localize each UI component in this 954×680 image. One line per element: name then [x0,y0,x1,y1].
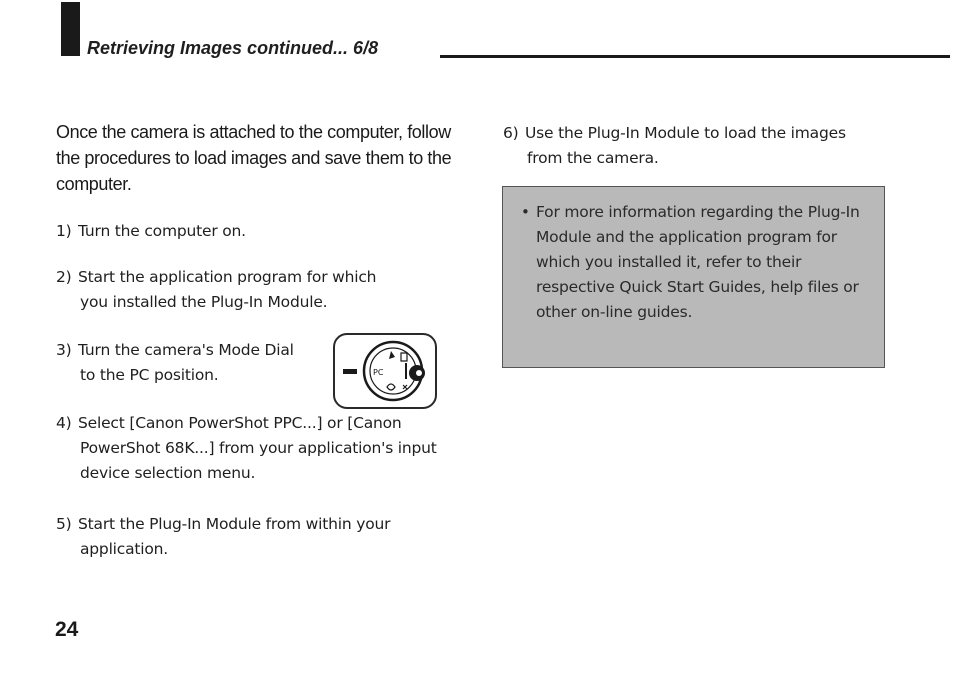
mode-dial-icon [335,335,435,407]
step-text-continued: you installed the Plug-In Module. [80,293,328,311]
step-number: 4) [56,414,72,432]
step-5 [56,512,446,562]
step-text: Turn the camera's Mode Dial [78,341,294,359]
step-4 [56,411,446,486]
header-rule [440,55,950,58]
step-1 [56,219,436,244]
step-text: Use the Plug-In Module to load the images [525,124,846,142]
step-3 [56,338,326,388]
note-bullet: • [521,203,530,221]
step-text-continued: to the PC position. [80,366,219,384]
step-text: Turn the computer on. [78,222,246,240]
step-6 [503,121,903,171]
step-text-continued: from the camera. [527,149,659,167]
page-heading: Retrieving Images continued... 6/8 [87,38,379,58]
header-accent-bar [61,2,80,56]
mode-dial-illustration [333,333,437,409]
step-number: 3) [56,341,72,359]
step-text: Start the application program for which [78,268,377,286]
step-number: 2) [56,268,72,286]
step-text: Start the Plug-In Module from within your [78,515,391,533]
step-text-continued: PowerShot 68K...] from your application's input device selection menu. [80,439,437,482]
step-number: 1) [56,222,72,240]
page-number: 24 [55,618,79,641]
step-text-continued: application. [80,540,169,558]
step-text: Select [Canon PowerShot PPC...] or [Canon [78,414,402,432]
note-text: For more information regarding the Plug-In Module and the application program for which you installed it, refer to their respective Quick Start Guides, help files or other on-line guides. [536,203,860,321]
step-2 [56,265,436,315]
dial-pc-label: PC [373,368,384,377]
step-number: 5) [56,515,72,533]
intro-paragraph: Once the camera is attached to the computer, follow the procedures to load images and save them to the computer. [56,122,452,194]
step-number: 6) [503,124,519,142]
